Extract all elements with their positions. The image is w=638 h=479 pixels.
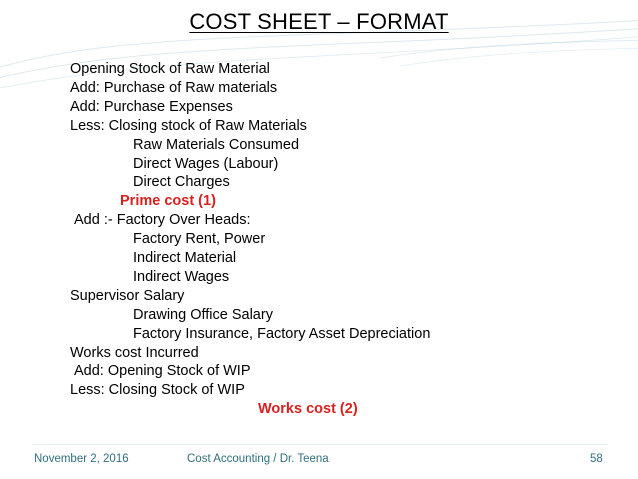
prime-cost-line: Prime cost (1)	[120, 193, 216, 210]
cost-line: Add: Purchase of Raw materials	[70, 79, 278, 96]
cost-line: Drawing Office Salary	[133, 306, 273, 323]
slide-title	[0, 9, 638, 35]
footer-page-number: 58	[590, 453, 603, 465]
cost-line: Indirect Wages	[133, 268, 230, 285]
cost-line: Factory Insurance, Factory Asset Depreciation	[133, 325, 431, 342]
cost-line: Direct Wages (Labour)	[133, 155, 279, 172]
footer-divider	[33, 444, 608, 445]
cost-line: Add: Purchase Expenses	[70, 98, 233, 115]
cost-line: Raw Materials Consumed	[133, 136, 300, 153]
cost-line: Factory Rent, Power	[133, 231, 266, 248]
slide-title-text: COST SHEET – FORMAT	[189, 9, 449, 34]
cost-line: Add: Opening Stock of WIP	[74, 363, 251, 380]
cost-line: Add :- Factory Over Heads:	[74, 212, 251, 229]
works-cost-line: Works cost (2)	[258, 401, 358, 418]
cost-line: Supervisor Salary	[70, 287, 185, 304]
cost-line: Less: Closing stock of Raw Materials	[70, 117, 307, 134]
cost-line: Works cost Incurred	[70, 344, 199, 361]
cost-line: Less: Closing Stock of WIP	[70, 382, 245, 399]
cost-line: Indirect Material	[133, 250, 237, 266]
footer-course: Cost Accounting / Dr. Teena	[187, 453, 329, 465]
cost-line: Opening Stock of Raw Material	[70, 61, 270, 77]
footer-date: November 2, 2016	[34, 453, 129, 465]
cost-line: Direct Charges	[133, 174, 230, 191]
